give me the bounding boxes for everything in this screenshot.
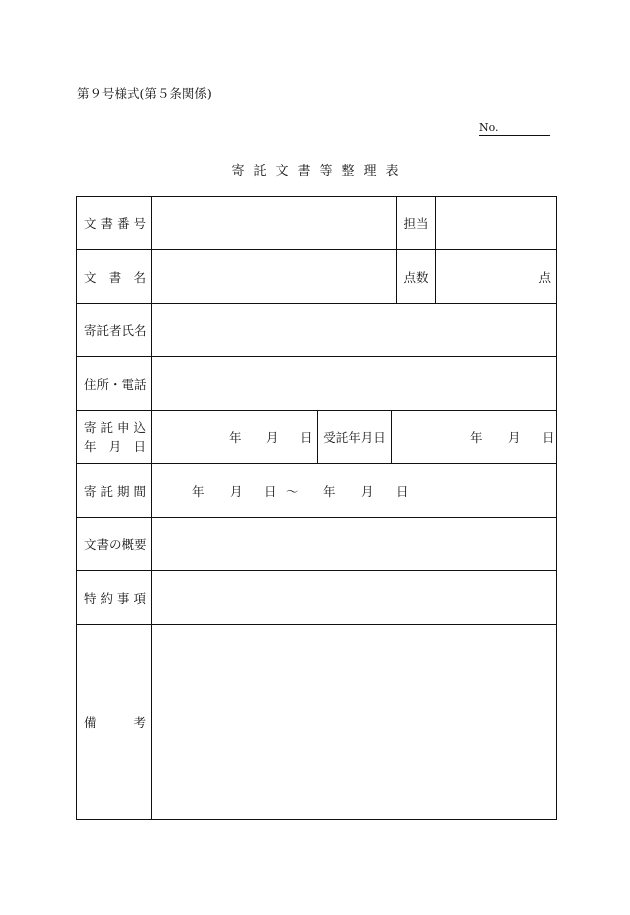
address-field[interactable]	[152, 357, 556, 410]
doc-number-label: 文 書 番 号	[84, 216, 146, 231]
deposit-period-label: 寄 託 期 間	[84, 483, 146, 499]
doc-name-field[interactable]	[152, 250, 396, 303]
in-charge-label: 担当	[403, 216, 429, 231]
date-year-unit: 年	[470, 430, 483, 445]
period-end-month-unit: 月	[361, 483, 374, 499]
date-day-unit: 日	[542, 430, 555, 445]
remarks-label: 備 考	[84, 715, 146, 730]
special-terms-field[interactable]	[152, 571, 556, 624]
count-label: 点数	[403, 269, 429, 285]
depositor-label: 寄託者氏名	[84, 323, 147, 338]
period-end-day-unit: 日	[396, 483, 409, 499]
document-number-field[interactable]	[479, 121, 550, 136]
application-date-label: 寄 託 申 込 年 月 日	[84, 420, 146, 454]
deposit-period-field[interactable]	[152, 464, 556, 517]
summary-label: 文書の概要	[84, 537, 147, 552]
received-date-label: 受託年月日	[323, 430, 386, 445]
date-month-unit: 月	[266, 430, 279, 445]
doc-number-field[interactable]	[152, 197, 396, 249]
summary-field[interactable]	[152, 518, 556, 570]
period-start-month-unit: 月	[230, 483, 243, 499]
period-end-year-unit: 年	[323, 483, 336, 499]
date-day-unit: 日	[300, 430, 313, 445]
doc-name-label: 文 書 名	[84, 269, 146, 285]
period-start-year-unit: 年	[192, 483, 205, 499]
address-label: 住所・電話	[84, 376, 147, 392]
date-month-unit: 月	[508, 430, 521, 445]
date-year-unit: 年	[229, 430, 242, 445]
received-date-field[interactable]	[392, 411, 556, 463]
count-field[interactable]	[436, 250, 551, 303]
page-title: 寄託文書等整理表	[231, 164, 408, 179]
in-charge-field[interactable]	[436, 197, 556, 249]
remarks-field[interactable]	[152, 625, 556, 819]
depositor-field[interactable]	[152, 304, 556, 356]
register-table	[76, 196, 557, 820]
document-number-label: No.	[479, 121, 499, 134]
special-terms-label: 特 約 事 項	[84, 590, 146, 606]
form-identifier: 第９号様式(第５条関係)	[77, 86, 212, 101]
count-unit: 点	[538, 269, 551, 285]
period-start-day-unit: 日	[264, 483, 277, 499]
period-tilde: ～	[286, 483, 299, 499]
application-date-field[interactable]	[152, 411, 317, 463]
